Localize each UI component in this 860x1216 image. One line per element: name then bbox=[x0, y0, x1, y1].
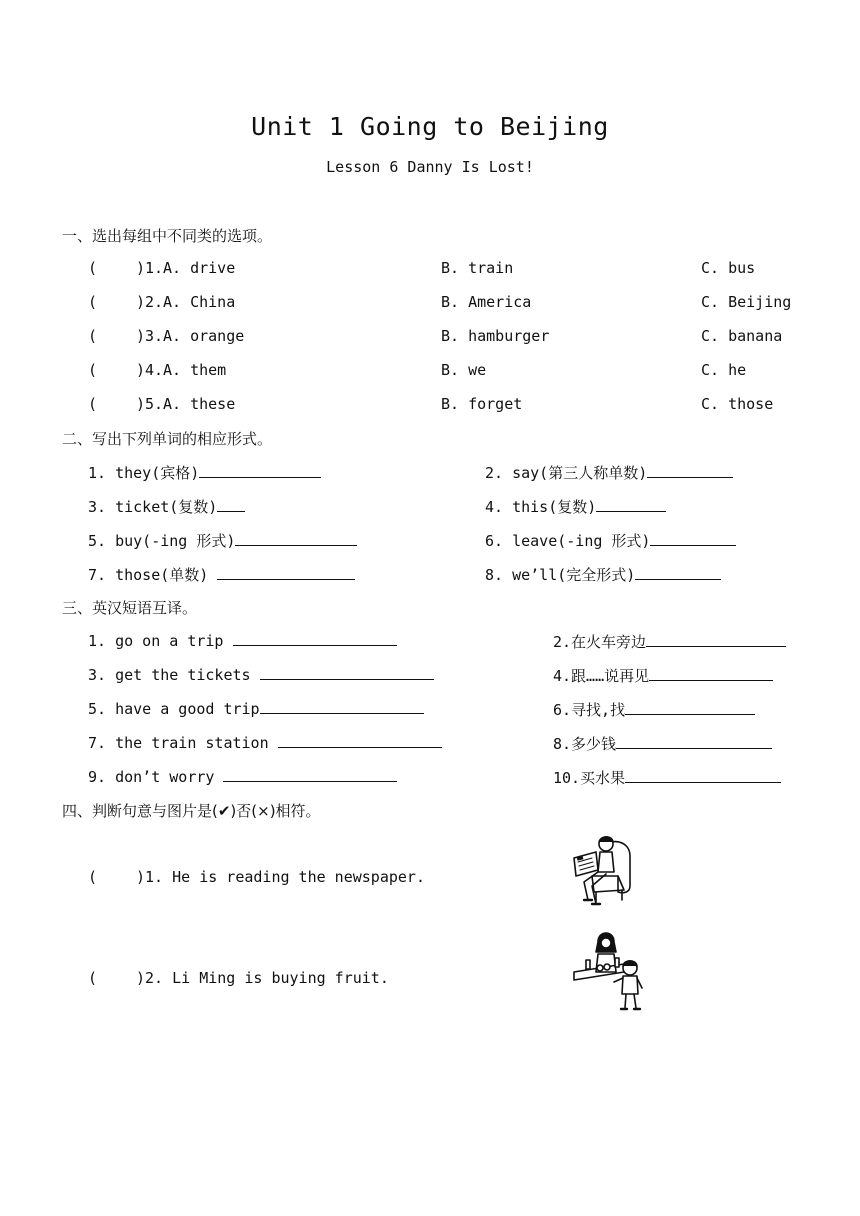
phrase-item-8: 8.多少钱 bbox=[553, 733, 772, 754]
section3-heading: 三、英汉短语互译。 bbox=[62, 599, 198, 617]
answer-blank[interactable] bbox=[233, 631, 397, 646]
answer-blank[interactable] bbox=[635, 565, 721, 580]
option-a: A. China bbox=[163, 293, 236, 311]
answer-blank[interactable] bbox=[260, 665, 434, 680]
option-c: C. bus bbox=[701, 259, 756, 277]
answer-paren: ( )1. bbox=[88, 259, 164, 277]
judge-item-1: ( )1. He is reading the newspaper. bbox=[88, 868, 425, 886]
answer-blank[interactable] bbox=[217, 565, 355, 580]
option-a: A. drive bbox=[163, 259, 236, 277]
phrase-item-10: 10.买水果 bbox=[553, 767, 781, 788]
answer-blank[interactable] bbox=[616, 734, 772, 749]
word-form-item-7: 7. those(单数) bbox=[88, 564, 355, 585]
option-b: B. train bbox=[441, 259, 514, 277]
option-b: B. hamburger bbox=[441, 327, 550, 345]
answer-blank[interactable] bbox=[625, 700, 755, 715]
word-form-item-5: 5. buy(-ing 形式) bbox=[88, 530, 357, 551]
option-b: B. we bbox=[441, 361, 487, 379]
option-c: C. banana bbox=[701, 327, 783, 345]
section1-heading: 一、选出每组中不同类的选项。 bbox=[62, 227, 273, 245]
option-c: C. Beijing bbox=[701, 293, 792, 311]
phrase-item-9: 9. don’t worry bbox=[88, 767, 397, 786]
judge-item-2: ( )2. Li Ming is buying fruit. bbox=[88, 969, 389, 987]
section2-heading: 二、写出下列单词的相应形式。 bbox=[62, 430, 273, 448]
answer-paren: ( )2. bbox=[88, 293, 164, 311]
answer-blank[interactable] bbox=[650, 531, 736, 546]
answer-blank[interactable] bbox=[260, 699, 424, 714]
option-b: B. America bbox=[441, 293, 532, 311]
phrase-item-6: 6.寻找,找 bbox=[553, 699, 755, 720]
option-a: A. them bbox=[163, 361, 227, 379]
answer-blank[interactable] bbox=[223, 767, 397, 782]
answer-blank[interactable] bbox=[217, 497, 245, 512]
word-form-item-3: 3. ticket(复数) bbox=[88, 496, 245, 517]
answer-blank[interactable] bbox=[625, 768, 781, 783]
phrase-item-1: 1. go on a trip bbox=[88, 631, 397, 650]
word-form-item-4: 4. this(复数) bbox=[485, 496, 666, 517]
buying-fruit-picture bbox=[570, 928, 650, 1016]
option-c: C. those bbox=[701, 395, 774, 413]
answer-paren: ( )3. bbox=[88, 327, 164, 345]
answer-blank[interactable] bbox=[649, 666, 773, 681]
phrase-item-4: 4.跟……说再见 bbox=[553, 665, 773, 686]
phrase-item-3: 3. get the tickets bbox=[88, 665, 434, 684]
word-form-item-6: 6. leave(-ing 形式) bbox=[485, 530, 736, 551]
answer-blank[interactable] bbox=[596, 497, 666, 512]
word-form-item-8: 8. we’ll(完全形式) bbox=[485, 564, 721, 585]
answer-blank[interactable] bbox=[235, 531, 357, 546]
answer-blank[interactable] bbox=[278, 733, 442, 748]
option-b: B. forget bbox=[441, 395, 523, 413]
phrase-item-2: 2.在火车旁边 bbox=[553, 631, 786, 652]
phrase-item-5: 5. have a good trip bbox=[88, 699, 424, 718]
word-form-item-1: 1. they(宾格) bbox=[88, 462, 321, 483]
answer-paren: ( )4. bbox=[88, 361, 164, 379]
man-reading-newspaper-picture bbox=[566, 830, 638, 908]
option-c: C. he bbox=[701, 361, 747, 379]
option-a: A. these bbox=[163, 395, 236, 413]
page-subtitle: Lesson 6 Danny Is Lost! bbox=[326, 158, 534, 176]
answer-blank[interactable] bbox=[646, 632, 786, 647]
section4-heading: 四、判断句意与图片是(✔)否(×)相符。 bbox=[62, 802, 321, 820]
option-a: A. orange bbox=[163, 327, 245, 345]
answer-blank[interactable] bbox=[647, 463, 733, 478]
answer-blank[interactable] bbox=[199, 463, 321, 478]
phrase-item-7: 7. the train station bbox=[88, 733, 442, 752]
answer-paren: ( )5. bbox=[88, 395, 164, 413]
word-form-item-2: 2. say(第三人称单数) bbox=[485, 462, 733, 483]
page-title: Unit 1 Going to Beijing bbox=[251, 112, 609, 141]
